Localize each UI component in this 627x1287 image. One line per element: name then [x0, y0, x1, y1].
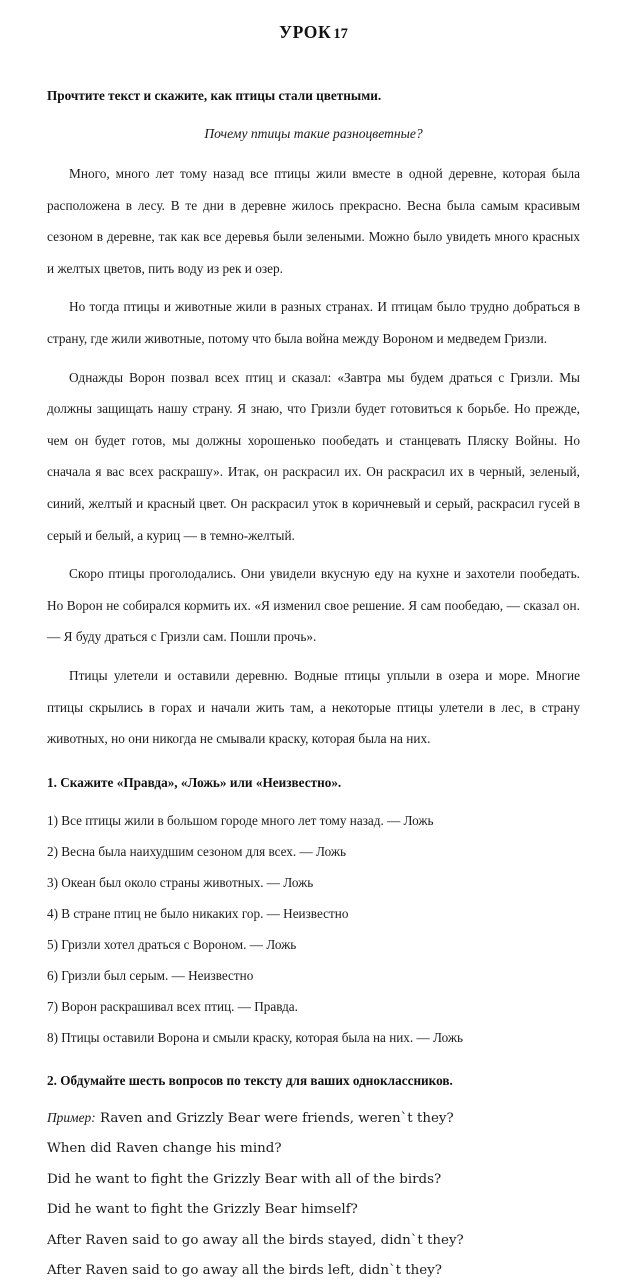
example-question-text: Raven and Grizzly Bear were friends, weren`t they?	[99, 1110, 454, 1126]
list-item: After Raven said to go away all the birds left, didn`t they?	[47, 1263, 442, 1279]
list-item: 5) Гризли хотел драться с Вороном. — Ложь	[47, 936, 297, 952]
spacer	[47, 791, 580, 805]
story-title: Почему птицы такие разноцветные?	[204, 126, 423, 141]
list-item: 8) Птицы оставили Ворона и смыли краску, которая была на них. — Ложь	[47, 1029, 463, 1045]
list-item: 6) Гризли был серым. — Неизвестно	[47, 967, 254, 983]
story-paragraph: Но тогда птицы и животные жили в разных странах. И птицам было трудно добраться в страну, где жили животные, потому что была война между Вороном и медведем Гризли.	[47, 299, 580, 346]
exercise1-answer-list	[47, 805, 580, 1053]
lesson-word: УРОК	[279, 22, 332, 42]
list-item: 4) В стране птиц не было никаких гор. — Неизвестно	[47, 905, 349, 921]
example-label: Пример:	[47, 1109, 96, 1125]
list-item: 2) Весна была наихудшим сезоном для всех. — Ложь	[47, 843, 346, 859]
story-paragraph: Скоро птицы проголодались. Они увидели вкусную еду на кухне и захотели пообедать. Но Ворон не собирался кормить их. «Я изменил свое решение. Я сам пообедаю, — сказал он. — Я буду драться с Гризли сам. Пошли прочь».	[47, 566, 580, 645]
list-item: 1) Все птицы жили в большом городе много лет тому назад. — Ложь	[47, 812, 434, 828]
story-paragraph: Птицы улетели и оставили деревню. Водные птицы уплыли в озера и море. Многие птицы скрылись в горах и начали жить там, а некоторые птицы улетели в лес, в страну животных, но они никогда не смывали краску, которая была на них.	[47, 667, 580, 747]
list-item: 3) Океан был около страны животных. — Ложь	[47, 874, 314, 890]
page-title	[47, 0, 580, 43]
exercise2-heading: 2. Обдумайте шесть вопросов по тексту для ваших одноклассников.	[47, 1072, 453, 1088]
story-paragraph: Много, много лет тому назад все птицы жили вместе в одной деревне, которая была расположена в лесу. В те дни в деревне жилось прекрасно. Весна была самым красивым сезоном в деревне, так как все деревья были зелеными. Можно было увидеть много красных и желтых цветов, пить воду из рек и озер.	[47, 166, 580, 276]
story-paragraph: Однажды Ворон позвал всех птиц и сказал: «Завтра мы будем драться с Гризли. Мы должны защищать нашу страну. Я знаю, что Гризли будет готовиться к борьбе. Но прежде, чем он будет готов, мы должны хорошенько пообедать и станцевать Пляску Войны. Но сначала я вас всех раскрашу». Итак, он раскрасил их. Он раскрасил их в черный, зеленый, синий, желтый и красный цвет. Он раскрасил уток в коричневый и серый, раскрасил гусей в серый и белый, а куриц — в темно-желтый.	[47, 369, 580, 543]
exercise1-heading: 1. Скажите «Правда», «Ложь» или «Неизвестно».	[47, 774, 342, 790]
list-item: Did he want to fight the Grizzly Bear himself?	[47, 1202, 358, 1218]
spacer	[47, 755, 580, 775]
list-item: Did he want to fight the Grizzly Bear with all of the birds?	[47, 1171, 442, 1187]
list-item: 7) Ворон раскрашивал всех птиц. — Правда.	[47, 998, 298, 1014]
task1-heading: Прочтите текст и скажите, как птицы стали цветными.	[47, 88, 382, 103]
spacer	[47, 1089, 580, 1103]
exercise2-question-list	[47, 1103, 580, 1287]
list-item: After Raven said to go away all the birds stayed, didn`t they?	[47, 1232, 464, 1248]
example-question	[47, 1103, 580, 1135]
lesson-number: 17	[333, 26, 348, 42]
list-item: When did Raven change his mind?	[47, 1141, 282, 1157]
spacer	[47, 1053, 580, 1073]
